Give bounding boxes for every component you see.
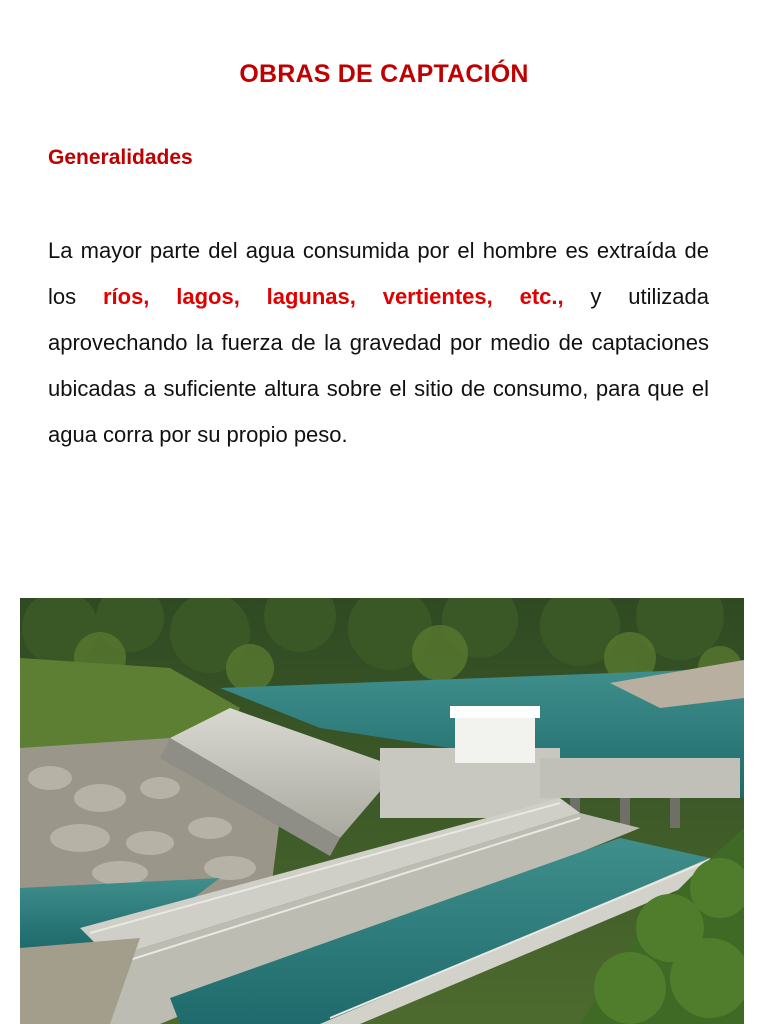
page-title: OBRAS DE CAPTACIÓN [239,60,529,88]
paragraph-text-before: La mayor parte del agua consumida por el hombre es extraída de los [48,238,709,309]
body-paragraph [48,228,709,458]
water-intake-photo [20,598,744,1024]
paragraph-text-after: y utilizada aprovechando la fuerza de la gravedad por medio de captaciones ubicadas a suficiente altura sobre el sitio de consumo, para que el agua corra por su propio peso. [48,284,709,447]
paragraph-highlight: ríos, lagos, lagunas, vertientes, etc., [102,284,564,309]
section-heading: Generalidades [48,146,193,169]
